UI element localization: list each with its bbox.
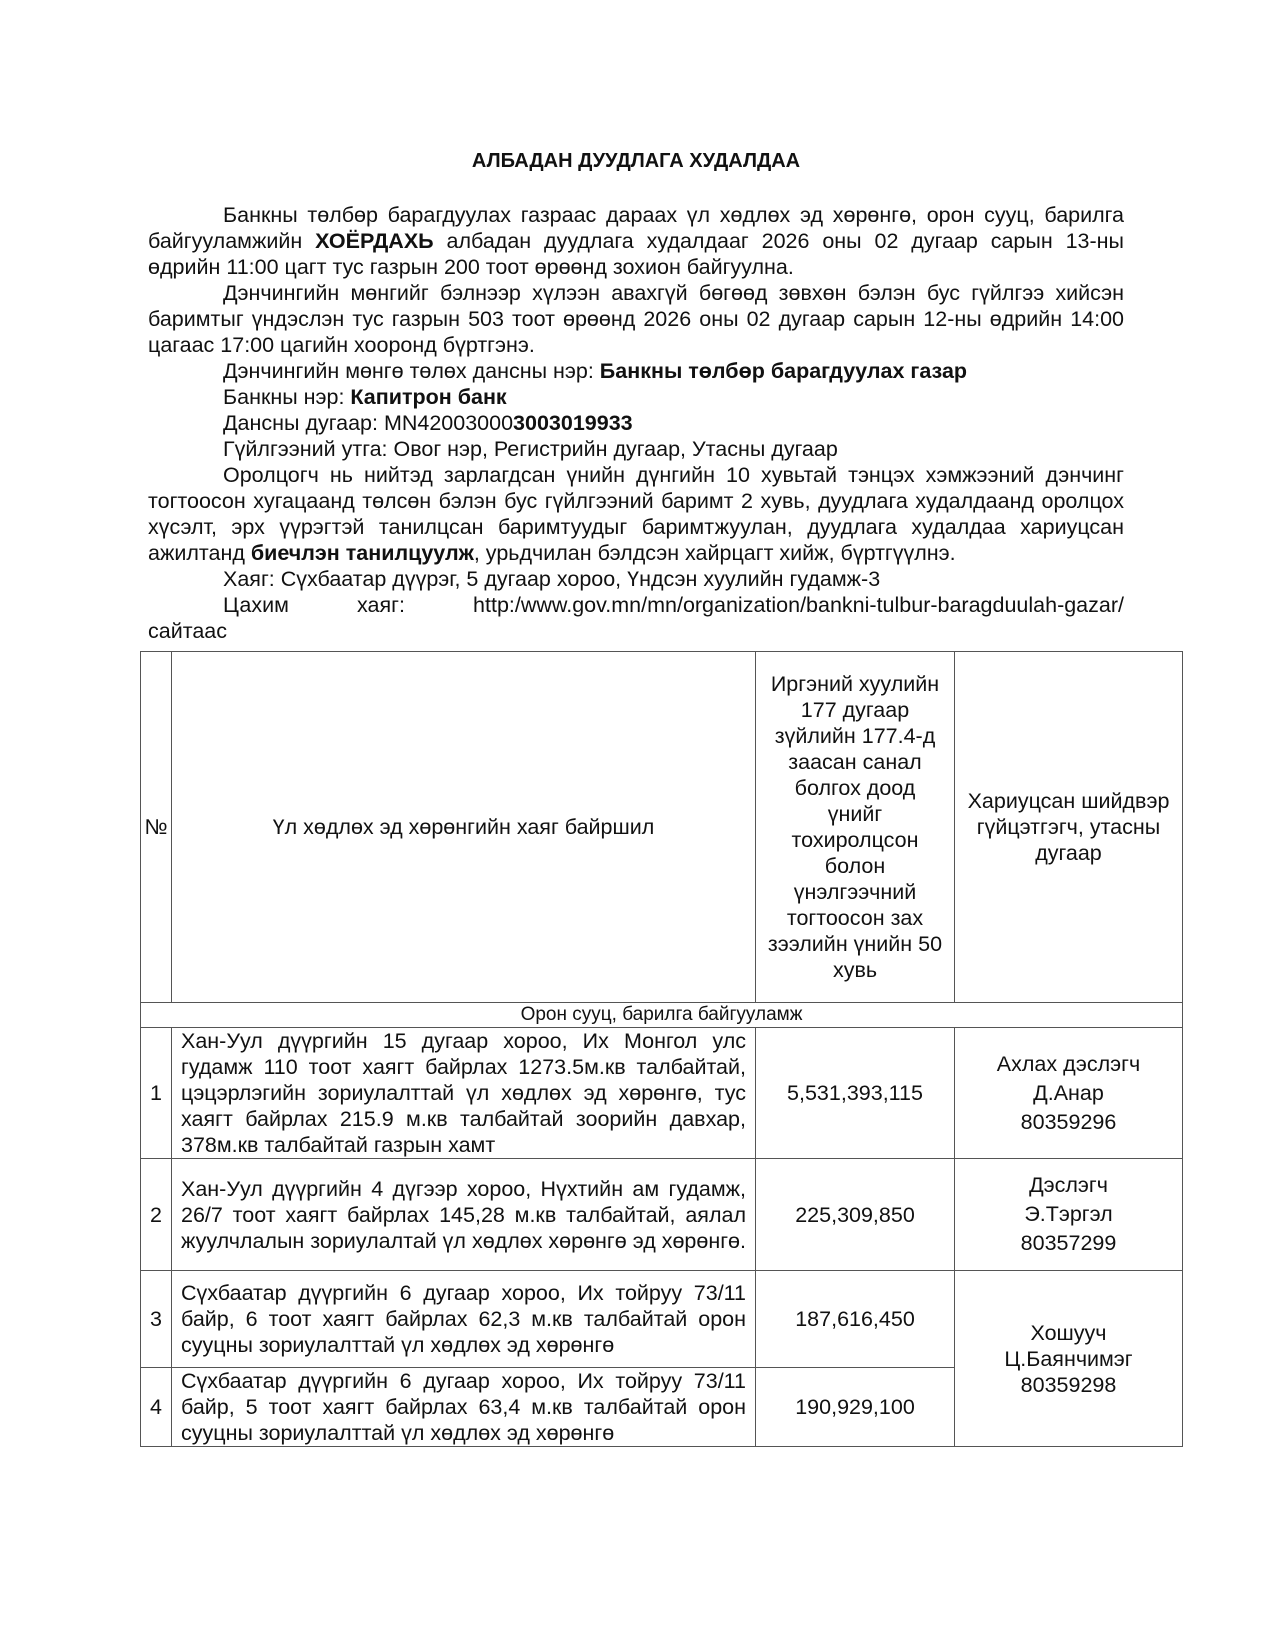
website-url-link[interactable]: http:/www.gov.mn/mn/organization/bankni-tulbur-baragduulah-gazar/ — [473, 593, 1124, 617]
row-number: 3 — [141, 1271, 172, 1368]
row-number: 1 — [141, 1028, 172, 1159]
account-number-line — [148, 410, 1124, 436]
row-address: Сүхбаатар дүүргийн 6 дугаар хороо, Их тойруу 73/11 байр, 6 тоот хаягт байрлах 62,3 м.кв талбайтай орон сууцны зориулалттай үл хөдлөх эд хөрөнгө — [172, 1271, 756, 1368]
officer-phone: 80357299 — [1020, 1231, 1117, 1255]
bank-name-line — [148, 384, 1124, 410]
account-name-value: Банкны төлбөр барагдуулах газар — [599, 359, 968, 383]
bank-name-label: Банкны нэр: — [223, 385, 351, 409]
in-person-emphasis: биечлэн танилцуулж — [250, 541, 474, 565]
row-address: Сүхбаатар дүүргийн 6 дугаар хороо, Их тойруу 73/11 байр, 5 тоот хаягт байрлах 63,4 м.кв талбайтай орон сууцны зориулалттай үл хөдлөх эд хөрөнгө — [172, 1368, 756, 1447]
row-address: Хан-Уул дүүргийн 4 дүгээр хороо, Нүхтийн ам гудамж, 26/7 тоот хаягт байрлах 145,28 м.кв талбайтай, аялал жуулчлалын зориулалтай үл хөдлөх хөрөнгө эд хөрөнгө. — [172, 1159, 756, 1271]
intro-paragraph-3 — [148, 462, 1124, 566]
table-header-row — [141, 652, 1183, 1003]
account-name-line — [148, 358, 1124, 384]
row-price: 187,616,450 — [756, 1271, 955, 1368]
account-number-bold: 3003019933 — [513, 411, 633, 435]
officer-phone: 80359296 — [1020, 1109, 1117, 1134]
row-number: 4 — [141, 1368, 172, 1447]
officer-name: Э.Тэргэл — [1024, 1202, 1113, 1226]
section-title: Орон сууц, барилга байгууламж — [141, 1003, 1183, 1028]
table-row — [141, 1028, 1183, 1159]
website-suffix: сайтаас — [148, 619, 227, 643]
header-responsible: Хариуцсан шийдвэр гүйцэтгэгч, утасны дугаар — [955, 652, 1183, 1003]
transaction-description-line: Гүйлгээний утга: Овог нэр, Регистрийн дугаар, Утасны дугаар — [223, 437, 838, 461]
account-number-prefix: MN42003000 — [383, 411, 514, 435]
officer-title: Ахлах дэслэгч — [996, 1051, 1141, 1076]
account-name-label: Дэнчингийн мөнгө төлөх дансны нэр: — [223, 359, 600, 383]
bank-name-value: Капитрон банк — [350, 385, 507, 409]
account-number-label: Дансны дугаар: — [223, 411, 384, 435]
intro-p3-text-end: , урьдчилан бэлдсэн хайрцагт хийж, бүртгүүлнэ. — [473, 541, 956, 565]
officer-title: Дэслэгч — [1029, 1173, 1108, 1197]
intro-paragraph-1 — [148, 202, 1124, 280]
website-label-2: хаяг: — [357, 593, 405, 617]
header-price: Иргэний хуулийн 177 дугаар зүйлийн 177.4-д заасан санал болгох доод үнийг тохиролцсон болон үнэлгээчний тогтоосон зах зээлийн үнийн 50 хувь — [756, 652, 955, 1003]
row-number: 2 — [141, 1159, 172, 1271]
intro-p3-text: Оролцогч нь нийтэд зарлагдсан үнийн дүнгийн 10 хувьтай тэнцэх хэмжээний дэнчинг тогтоосон хугацаанд төлсөн бэлэн бус гүйлгээний баримт 2 хувь, дуудлага худалдаанд оролцох хүсэлт, эрх үүрэгтэй танилцсан баримтуудыг баримтжуулан, дуудлага худалдаа хариуцсан ажилтанд — [148, 463, 1124, 565]
auction-round-emphasis: ХОЁРДАХЬ — [315, 229, 434, 253]
officer-name: Ц.Баянчимэг — [1004, 1346, 1133, 1371]
table-row — [141, 1271, 1183, 1368]
property-table — [140, 651, 1183, 1447]
website-line — [148, 592, 1124, 618]
officer-name: Д.Анар — [1033, 1080, 1104, 1105]
row-address: Хан-Уул дүүргийн 15 дугаар хороо, Их Монгол улс гудамж 110 тоот хаягт байрлах 1273.5м.кв талбайтай, цэцэрлэгийн зориулалттай үл хөдлөх эд хөрөнгө, тус хаягт байрлах 215.9 м.кв талбайтай зоорийн давхар, 378м.кв талбайтай газрын хамт — [172, 1028, 756, 1159]
row-officer — [955, 1159, 1183, 1271]
section-row — [141, 1003, 1183, 1028]
row-price: 5,531,393,115 — [756, 1028, 955, 1159]
table-row — [141, 1159, 1183, 1271]
officer-title: Хошууч — [1030, 1320, 1107, 1345]
intro-p1-text-end: албадан дуудлага худалдааг 2026 оны 02 дугаар сарын 13-ны өдрийн 11:00 цагт тус газрын 200 тоот өрөөнд зохион байгуулна. — [148, 229, 1124, 279]
header-address: Үл хөдлөх эд хөрөнгийн хаяг байршил — [172, 652, 756, 1003]
officer-phone: 80359298 — [1020, 1372, 1117, 1397]
document-body — [148, 148, 1124, 644]
website-label-1: Цахим — [223, 593, 289, 617]
address-line: Хаяг: Сүхбаатар дүүрэг, 5 дугаар хороо, Үндсэн хуулийн гудамж-3 — [223, 567, 881, 591]
row-price: 190,929,100 — [756, 1368, 955, 1447]
row-price: 225,309,850 — [756, 1159, 955, 1271]
row-officer — [955, 1271, 1183, 1447]
intro-paragraph-2: Дэнчингийн мөнгийг бэлнээр хүлээн авахгүй бөгөөд зөвхөн бэлэн бус гүйлгээ хийсэн баримтыг үндэслэн тус газрын 503 тоот өрөөнд 2026 оны 02 дугаар сарын 12-ны өдрийн 14:00 цагаас 17:00 цагийн хооронд бүртгэнэ. — [148, 281, 1124, 357]
document-title: АЛБАДАН ДУУДЛАГА ХУДАЛДАА — [471, 150, 801, 172]
intro-p1-text: Банкны төлбөр барагдуулах газраас дараах үл хөдлөх эд хөрөнгө, орон сууц, барилга байгууламжийн — [148, 203, 1124, 253]
row-officer — [955, 1028, 1183, 1159]
header-number: № — [141, 652, 172, 1003]
